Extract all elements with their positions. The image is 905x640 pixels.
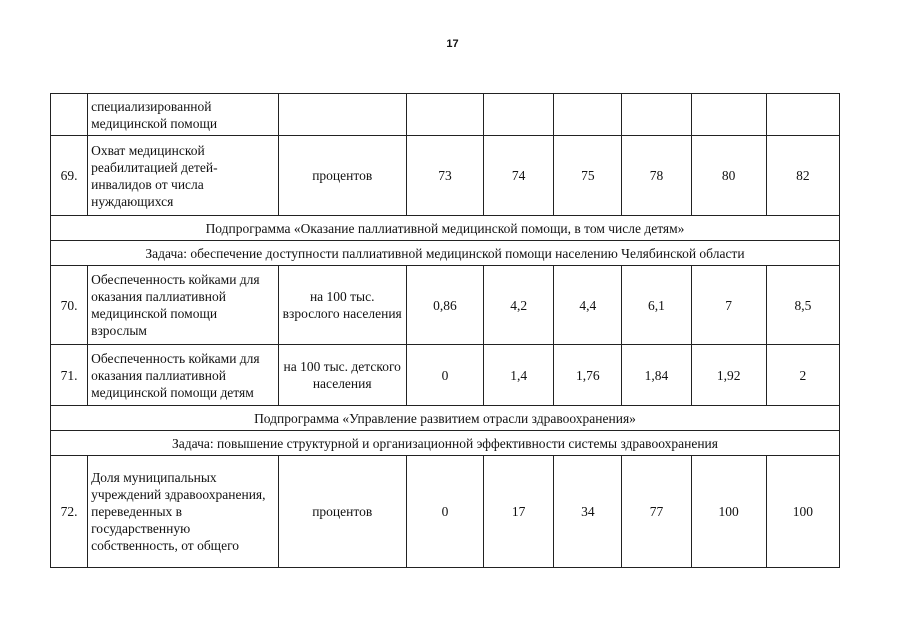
table-row: [51, 345, 840, 406]
subprogram-heading: Подпрограмма «Управление развитием отрасли здравоохранения»: [51, 406, 840, 431]
value-cell: [691, 94, 766, 136]
table-row: [51, 456, 840, 568]
unit-cell: [278, 94, 406, 136]
value-cell: 75: [554, 136, 622, 216]
value-cell: [622, 94, 691, 136]
value-cell: 17: [484, 456, 554, 568]
subprogram-row: [51, 216, 840, 241]
task-heading: Задача: обеспечение доступности паллиативной медицинской помощи населению Челябинской области: [51, 241, 840, 266]
value-cell: 73: [406, 136, 483, 216]
value-cell: [766, 94, 839, 136]
indicator-name-cell: Обеспеченность койками для оказания паллиативной медицинской помощи взрослым: [88, 266, 278, 345]
value-cell: 1,4: [484, 345, 554, 406]
table-row: [51, 266, 840, 345]
value-cell: 4,4: [554, 266, 622, 345]
value-cell: 77: [622, 456, 691, 568]
value-cell: 0,86: [406, 266, 483, 345]
unit-cell: процентов: [278, 136, 406, 216]
subprogram-heading: Подпрограмма «Оказание паллиативной медицинской помощи, в том числе детям»: [51, 216, 840, 241]
value-cell: 6,1: [622, 266, 691, 345]
indicator-name-cell: Обеспеченность койками для оказания паллиативной медицинской помощи детям: [88, 345, 278, 406]
indicator-name-cell: Охват медицинской реабилитацией детей-инвалидов от числа нуждающихся: [88, 136, 278, 216]
row-number-cell: 71.: [51, 345, 88, 406]
unit-cell: на 100 тыс. взрослого населения: [278, 266, 406, 345]
unit-cell: на 100 тыс. детского населения: [278, 345, 406, 406]
value-cell: 100: [766, 456, 839, 568]
value-cell: 1,76: [554, 345, 622, 406]
value-cell: 34: [554, 456, 622, 568]
task-row: [51, 241, 840, 266]
value-cell: 0: [406, 456, 483, 568]
indicators-table: [50, 93, 840, 568]
value-cell: 82: [766, 136, 839, 216]
value-cell: 80: [691, 136, 766, 216]
table-row: [51, 94, 840, 136]
row-number-cell: 70.: [51, 266, 88, 345]
indicator-name-cell: Доля муниципальных учреждений здравоохранения, переведенных в государственную собственность, от общего: [88, 456, 278, 568]
value-cell: 4,2: [484, 266, 554, 345]
value-cell: [484, 94, 554, 136]
row-number-cell: [51, 94, 88, 136]
unit-cell: процентов: [278, 456, 406, 568]
value-cell: 100: [691, 456, 766, 568]
value-cell: 78: [622, 136, 691, 216]
value-cell: 0: [406, 345, 483, 406]
indicator-name-cell: специализированной медицинской помощи: [88, 94, 278, 136]
task-row: [51, 431, 840, 456]
value-cell: 1,84: [622, 345, 691, 406]
value-cell: 7: [691, 266, 766, 345]
page-number: 17: [446, 38, 459, 50]
value-cell: [406, 94, 483, 136]
table-row: [51, 136, 840, 216]
value-cell: 1,92: [691, 345, 766, 406]
subprogram-row: [51, 406, 840, 431]
value-cell: [554, 94, 622, 136]
value-cell: 74: [484, 136, 554, 216]
value-cell: 8,5: [766, 266, 839, 345]
row-number-cell: 72.: [51, 456, 88, 568]
task-heading: Задача: повышение структурной и организационной эффективности системы здравоохранения: [51, 431, 840, 456]
row-number-cell: 69.: [51, 136, 88, 216]
value-cell: 2: [766, 345, 839, 406]
